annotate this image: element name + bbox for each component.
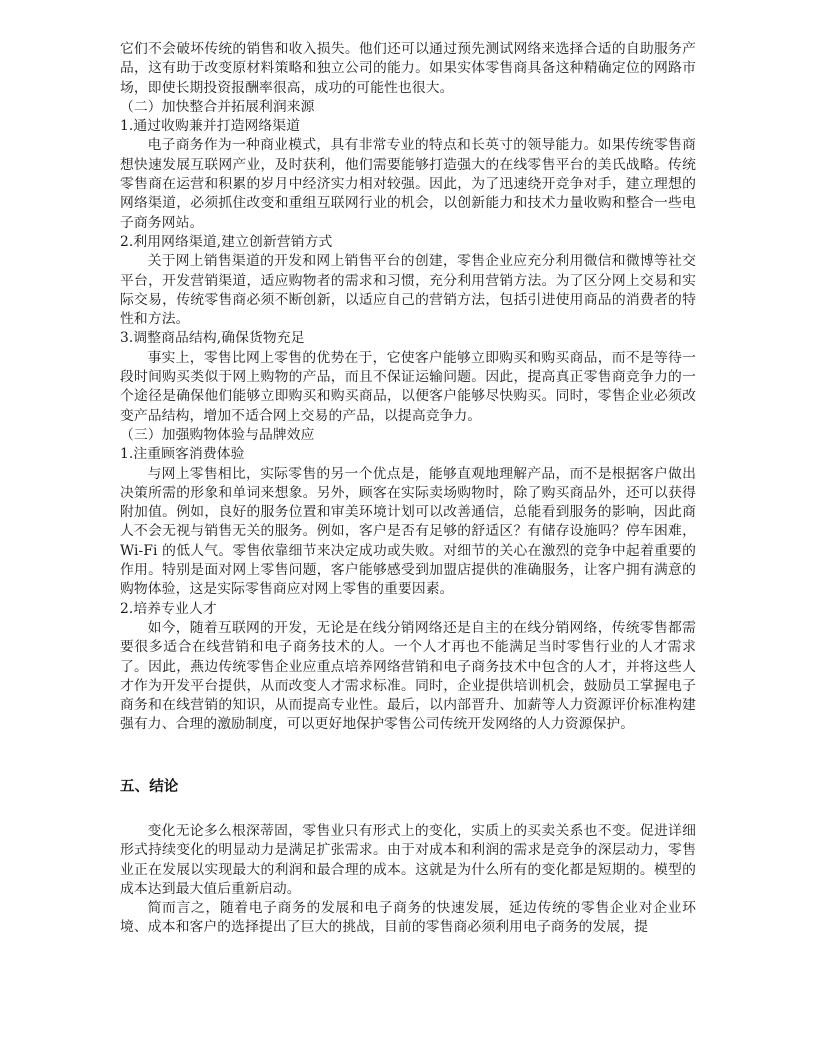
document-body bbox=[120, 40, 696, 938]
paragraph-product-structure: 事实上，零售比网上零售的优势在于，它使客户能够立即购买和购买商品，而不是等待一段时间购买类似于网上购物的产品，而且不保证运输问题。因此，提高真正零售商竞争力的一个途径是确保他们能够立即购买和购买商品，以便客户能够尽快购买。同时，零售企业必须改变产品结构，增加不适合网上交易的产品，以提高竞争力。 bbox=[120, 349, 696, 424]
paragraph-conclusion-1: 变化无论多么根深蒂固，零售业只有形式上的变化，实质上的买卖关系也不变。促进详细形式持续变化的明显动力是满足扩张需求。由于对成本和利润的需求是竞争的深层动力，零售业正在发展以实现最大的利润和最合理的成本。这就是为什么所有的变化都是短期的。模型的成本达到最大值后重新启动。 bbox=[120, 822, 696, 897]
paragraph-talent: 如今，随着互联网的开发，无论是在线分销网络还是自主的在线分销网络，传统零售都需要很多适合在线营销和电子商务技术的人。一个人才再也不能满足当时零售行业的人才需求了。因此，燕边传统零售企业应重点培养网络营销和电子商务技术中包含的人才，并将这些人才作为开发平台提供，从而改变人才需求标准。同时，企业提供培训机会，鼓励员工掌握电子商务和在线营销的知识，从而提高专业性。最后，以内部晋升、加薪等人力资源评价标准构建强有力、合理的激励制度，可以更好地保护零售公司传统开发网络的人力资源保护。 bbox=[120, 619, 696, 733]
section-heading-conclusion: 五、结论 bbox=[120, 778, 179, 795]
paragraph-customer-experience: 与网上零售相比，实际零售的另一个优点是，能够直观地理解产品，而不是根据客户做出决策所需的形象和单词来想象。另外，顾客在实际卖场购物时，除了购买商品外，还可以获得附加值。例如，良好的服务位置和审美环境计划可以改善通信，总能看到服务的影响，因此商人不会无视与销售无关的服务。例如，客户是否有足够的舒适区？有储存设施吗？停车困难，Wi-Fi 的低人气。零售依靠细节来决定成功或失败。对细节的关心在激烈的竞争中起着重要的作用。特别是面对网上零售问题，客户能够感受到加盟店提供的准确服务，让客户拥有满意的购物体验，这是实际零售商应对网上零售的重要因素。 bbox=[120, 465, 696, 598]
paragraph-conclusion-2: 简而言之，随着电子商务的发展和电子商务的快速发展，延边传统的零售企业对企业环境、成本和客户的选择提出了巨大的挑战，目前的零售商必须利用电子商务的发展，提 bbox=[120, 900, 696, 936]
item-heading-talent: 2.培养专业人才 bbox=[120, 600, 217, 617]
item-heading-network-marketing: 2.利用网络渠道,建立创新营销方式 bbox=[120, 233, 333, 250]
item-heading-acquisition-channel: 1.通过收购兼并打造网络渠道 bbox=[120, 118, 301, 135]
paragraph-network-marketing: 关于网上销售渠道的开发和网上销售平台的创建，零售企业应充分利用微信和微博等社交平台，开发营销渠道，适应购物者的需求和习惯，充分利用营销方法。为了区分网上交易和实际交易，传统零售商必须不断创新，以适应自己的营销方法，包括引进使用商品的消费者的特性和方法。 bbox=[120, 253, 696, 328]
item-heading-product-structure: 3.调整商品结构,确保货物充足 bbox=[120, 330, 305, 347]
subsection-heading-integrate-profit: （二）加快整合并拓展利润来源 bbox=[120, 98, 315, 115]
item-heading-customer-experience: 1.注重顾客消费体验 bbox=[120, 446, 245, 463]
paragraph-intro-continuation: 它们不会破坏传统的销售和收入损失。他们还可以通过预先测试网络来选择合适的自助服务产品，这有助于改变原材料策略和独立公司的能力。如果实体零售商具备这种精确定位的网路市场，即使长期投资报酬率很高，成功的可能性也很大。 bbox=[120, 41, 696, 96]
subsection-heading-shopping-experience: （三）加强购物体验与品牌效应 bbox=[120, 426, 315, 443]
paragraph-acquisition: 电子商务作为一种商业模式，具有非常专业的特点和长英寸的领导能力。如果传统零售商想快速发展互联网产业，及时获利，他们需要能够打造强大的在线零售平台的美氏战略。传统零售商在运营和积累的岁月中经济实力相对较强。因此，为了迅速绕开竞争对手，建立理想的网络渠道，必须抓住改变和重组互联网行业的机会，以创新能力和技术力量收购和整合一些电子商务网站。 bbox=[120, 137, 696, 231]
